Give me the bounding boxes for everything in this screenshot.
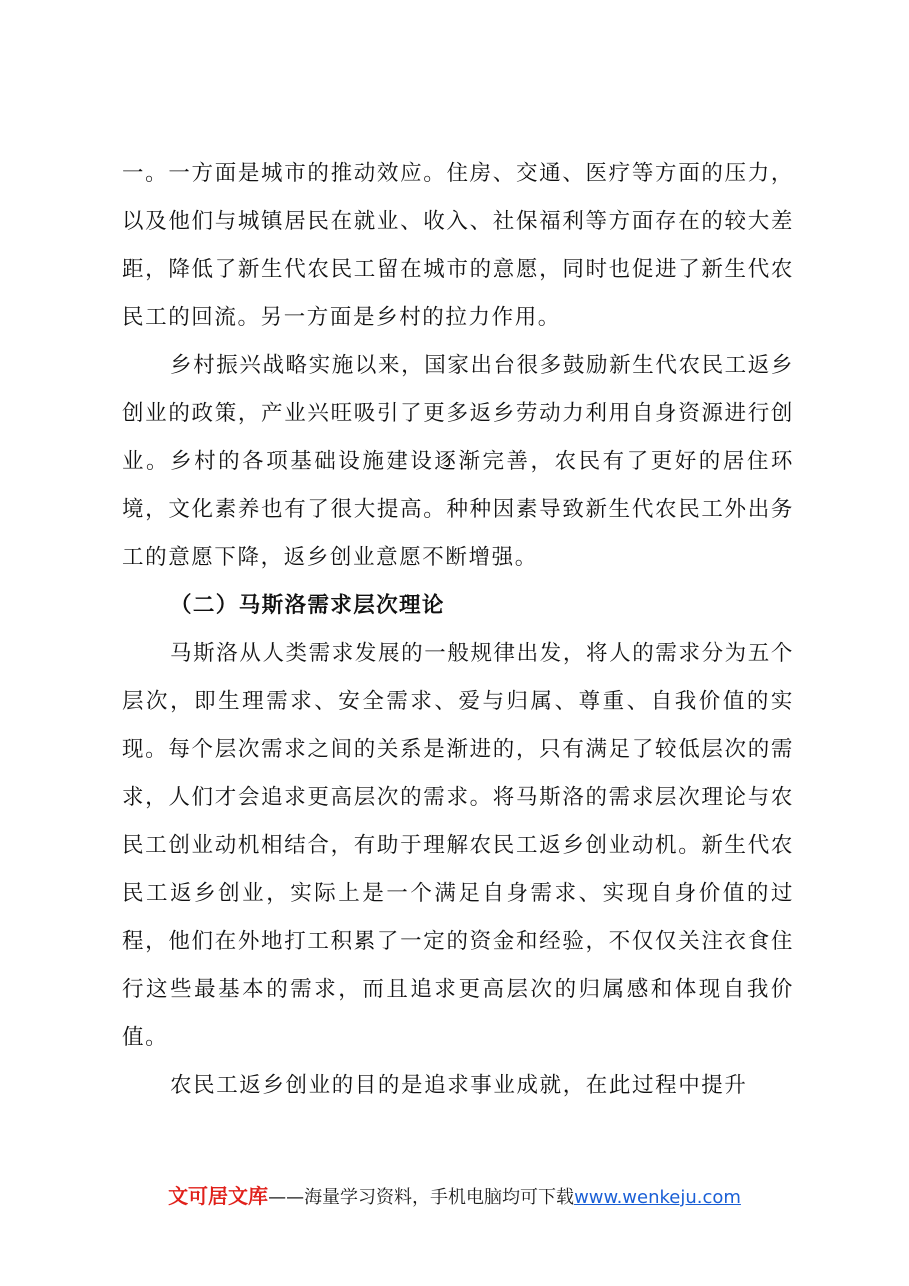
paragraph-continuation: 一。一方面是城市的推动效应。住房、交通、医疗等方面的压力，以及他们与城镇居民在就业、收入、社保福利等方面存在的较大差距，降低了新生代农民工留在城市的意愿，同时也促进了新生代农民工的回流。另一方面是乡村的拉力作用。 (122, 161, 794, 330)
footer-brand: 文可居文库 (168, 1184, 269, 1208)
section-heading: （二）马斯洛需求层次理论 (170, 593, 445, 618)
footer-website-link[interactable]: www.wenkeju.com (574, 1187, 741, 1208)
body-text (122, 150, 794, 1110)
footer-tagline: ——海量学习资料，手机电脑均可下载 (268, 1187, 575, 1208)
paragraph-maslow-theory: 马斯洛从人类需求发展的一般规律出发，将人的需求分为五个层次，即生理需求、安全需求、爱与归属、尊重、自我价值的实现。每个层次需求之间的关系是渐进的，只有满足了较低层次的需求，人们才会追求更高层次的需求。将马斯洛的需求层次理论与农民工创业动机相结合，有助于理解农民工返乡创业动机。新生代农民工返乡创业，实际上是一个满足自身需求、实现自身价值的过程，他们在外地打工积累了一定的资金和经验，不仅仅关注衣食住行这些最基本的需求，而且追求更高层次的归属感和体现自我价值。 (122, 641, 794, 1050)
footer-banner (0, 1183, 909, 1211)
paragraph-career-goal: 农民工返乡创业的目的是追求事业成就，在此过程中提升 (170, 1073, 748, 1098)
paragraph-rural-revitalization: 乡村振兴战略实施以来，国家出台很多鼓励新生代农民工返乡创业的政策，产业兴旺吸引了更多返乡劳动力利用自身资源进行创业。乡村的各项基础设施建设逐渐完善，农民有了更好的居住环境，文化素养也有了很大提高。种种因素导致新生代农民工外出务工的意愿下降，返乡创业意愿不断增强。 (122, 353, 794, 570)
